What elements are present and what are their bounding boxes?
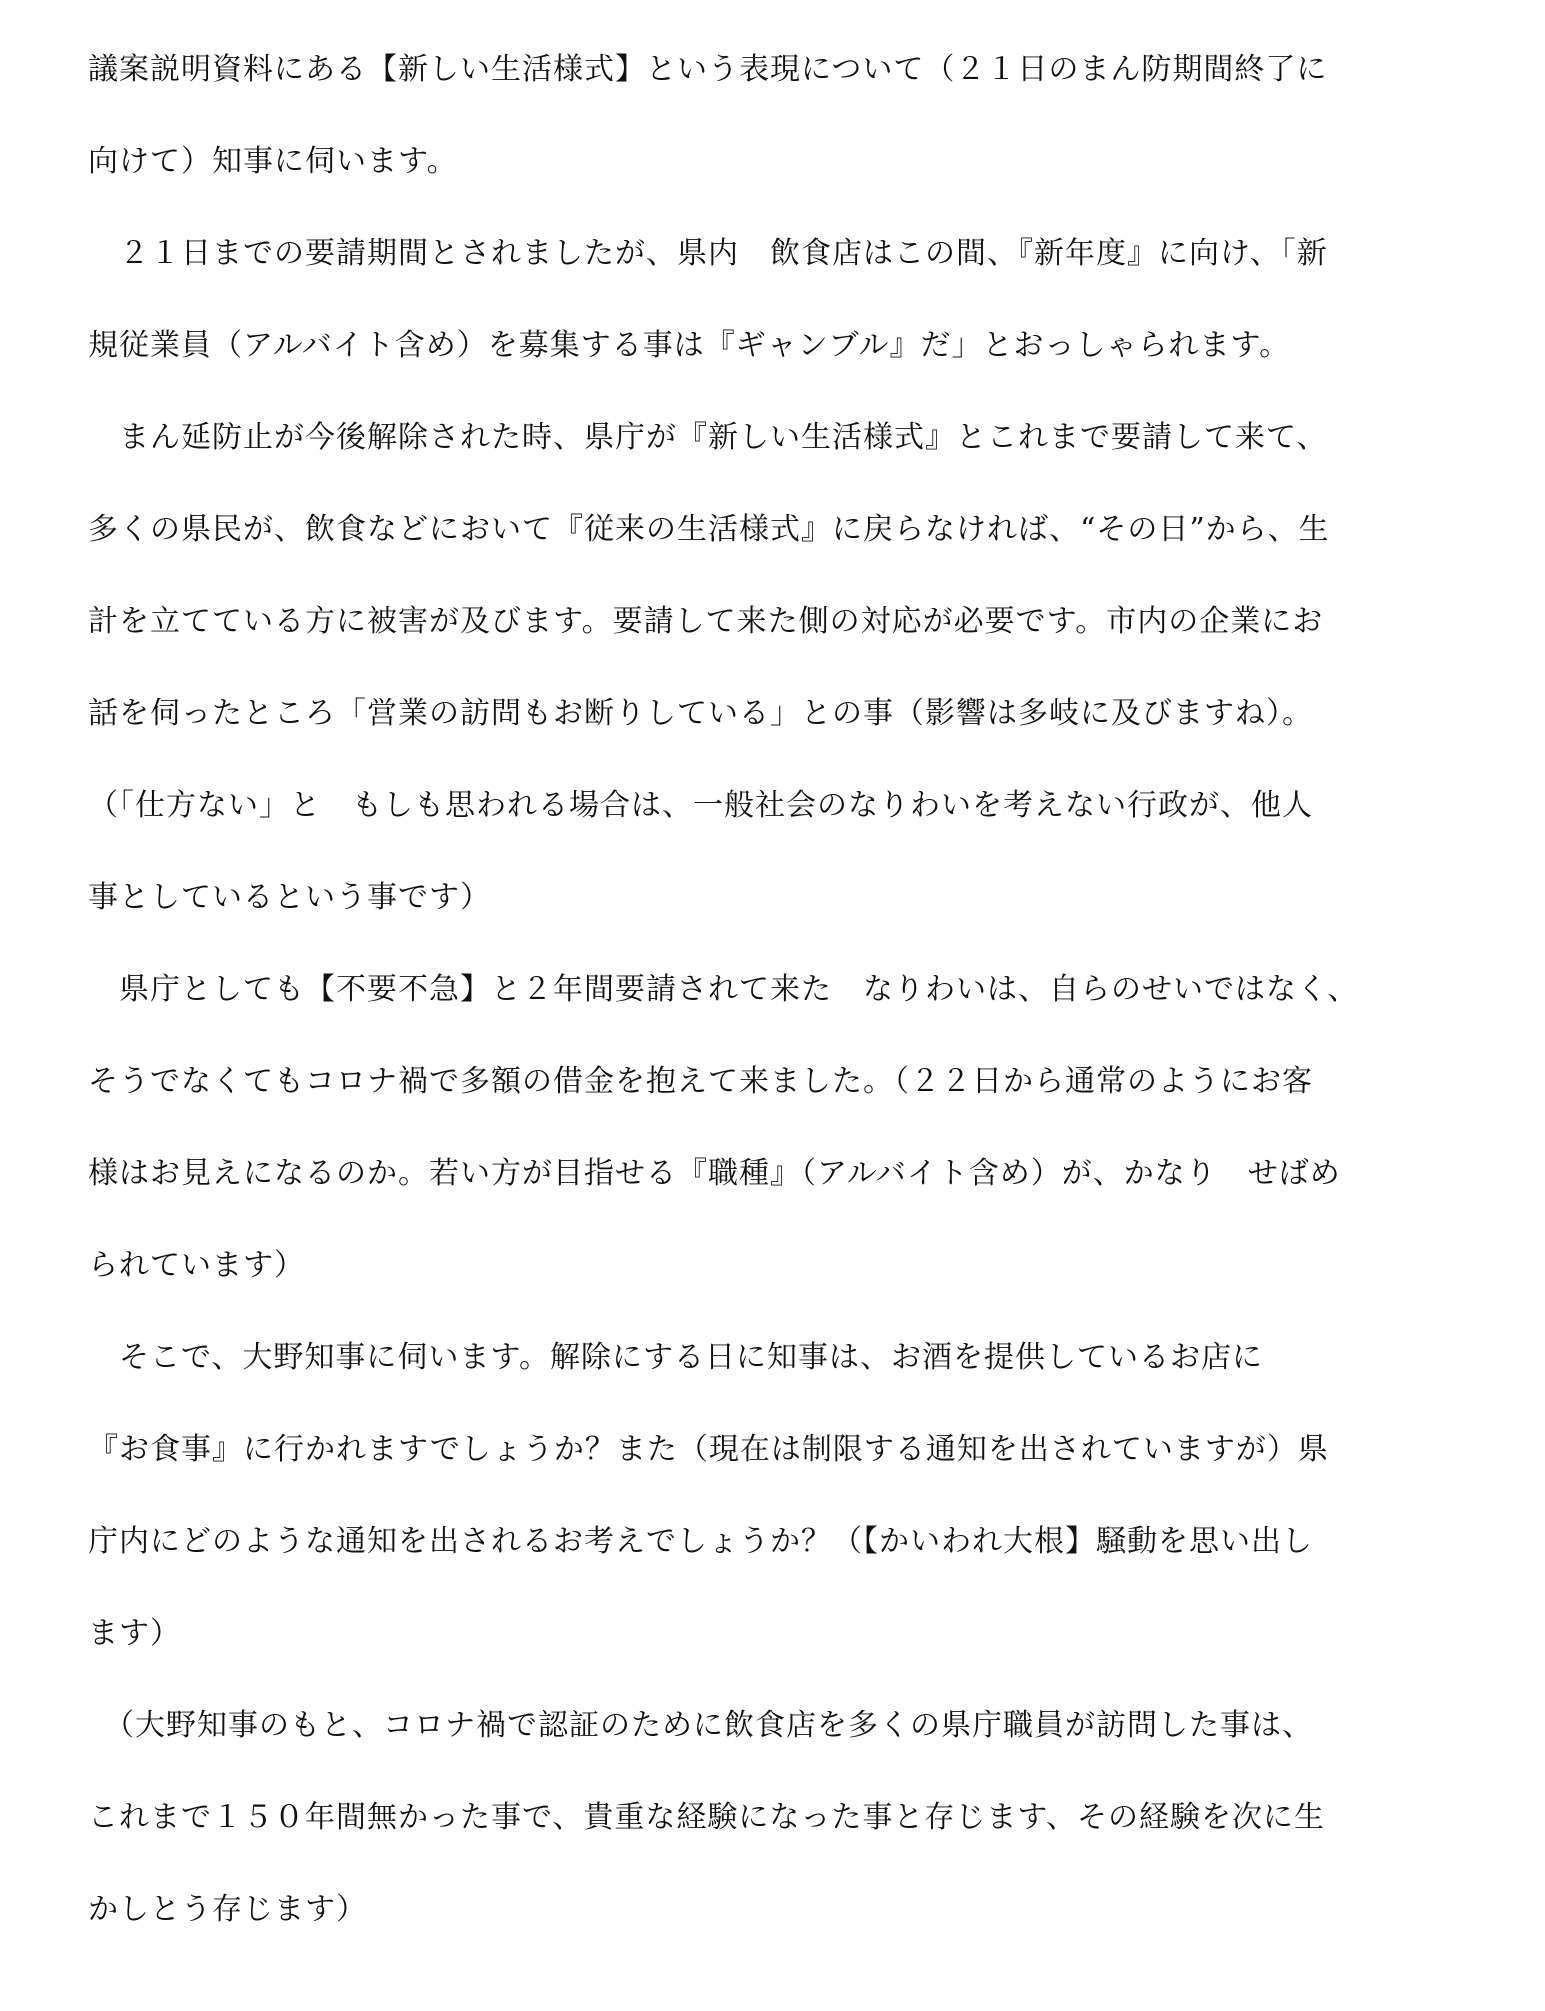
text-line: 『お食事』に行かれますでしょうか？また（現在は制限する通知を出されていますが）県: [88, 1432, 1329, 1467]
text-line: 規従業員（アルバイト含め）を募集する事は『ギャンブル』だ」とおっしゃられます。: [88, 328, 1291, 363]
text-line: 県庁としても【不要不急】と２年間要請されて来た なりわいは、自らのせいではなく、: [88, 972, 1359, 1007]
text-line: 多くの県民が、飲食などにおいて『従来の生活様式』に戻らなければ、“その日”から、生: [88, 512, 1330, 547]
text-line: かしとう存じます）: [88, 1892, 367, 1927]
text-line: （「仕方ない」と もしも思われる場合は、一般社会のなりわいを考えない行政が、他人: [88, 788, 1313, 823]
text-line: これまで１５０年間無かった事で、貴重な経験になった事と存じます、その経験を次に生: [88, 1800, 1325, 1835]
text-line: 話を伺ったところ「営業の訪問もお断りしている」との事（影響は多岐に及びますね）。: [88, 696, 1313, 731]
text-line: まん延防止が今後解除された時、県庁が『新しい生活様式』とこれまで要請して来て、: [88, 420, 1328, 455]
text-line: 庁内にどのような通知を出されるお考えでしょうか？（【かいわれ大根】騒動を思い出し: [88, 1524, 1313, 1559]
document-body: [88, 40, 1488, 1972]
text-line: られています）: [88, 1248, 305, 1283]
text-line: そこで、大野知事に伺います。解除にする日に知事は、お酒を提供しているお店に: [88, 1340, 1263, 1375]
text-line: ます）: [88, 1616, 181, 1651]
text-line: 事としているという事です）: [88, 880, 491, 915]
text-line: （大野知事のもと、コロナ禍で認証のために飲食店を多くの県庁職員が訪問した事は、: [88, 1708, 1313, 1743]
text-line: ２１日までの要請期間とされましたが、県内 飲食店はこの間、『新年度』に向け、「新: [88, 236, 1328, 271]
text-line: そうでなくてもコロナ禍で多額の借金を抱えて来ました。（２２日から通常のようにお客: [88, 1064, 1313, 1099]
text-line: 計を立てている方に被害が及びます。要請して来た側の対応が必要です。市内の企業にお: [88, 604, 1324, 639]
text-line: 議案説明資料にある【新しい生活様式】という表現について（２１日のまん防期間終了に: [88, 52, 1328, 87]
text-line: 向けて）知事に伺います。: [88, 144, 458, 179]
text-line: 様はお見えになるのか。若い方が目指せる『職種』（アルバイト含め）が、かなり せばめ: [88, 1156, 1341, 1191]
